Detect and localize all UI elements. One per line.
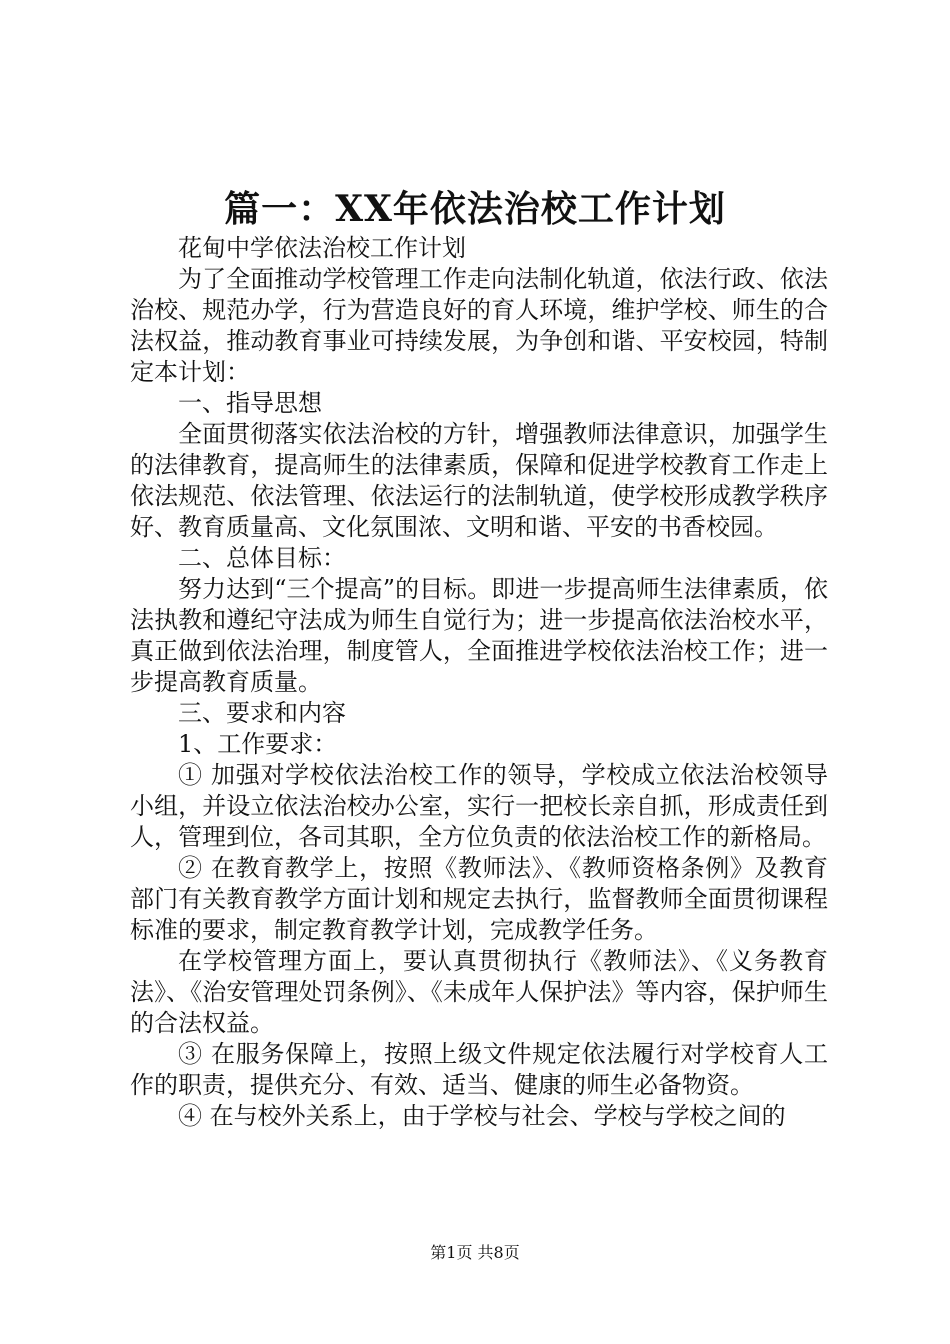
paragraph-requirement-2: ② 在教育教学上，按照《教师法》、《教师资格条例》及教育部门有关教育教学方面计划和规定去执行，监督教师全面贯彻课程标准的要求，制定教育教学计划，完成教学任务。 — [130, 854, 828, 944]
paragraph-section-1-heading: 一、指导思想 — [178, 389, 322, 417]
document-body — [130, 233, 828, 1132]
paragraph-section-3-heading: 三、要求和内容 — [178, 699, 346, 727]
paragraph-intro: 为了全面推动学校管理工作走向法制化轨道，依法行政、依法治校、规范办学，行为营造良好的育人环境，维护学校、师生的合法权益，推动教育事业可持续发展，为争创和谐、平安校园，特制定本计划： — [130, 265, 828, 386]
paragraph-section-2-heading: 二、总体目标： — [178, 544, 346, 572]
paragraph-requirement-4: ④ 在与校外关系上，由于学校与社会、学校与学校之间的 — [178, 1102, 786, 1130]
paragraph-school-management: 在学校管理方面上，要认真贯彻执行《教师法》、《义务教育法》、《治安管理处罚条例》、《未成年人保护法》等内容，保护师生的合法权益。 — [130, 947, 828, 1037]
paragraph-work-requirements-heading: 1、工作要求： — [178, 730, 338, 758]
paragraph-school-plan-heading: 花甸中学依法治校工作计划 — [178, 234, 466, 262]
paragraph-requirement-1: ① 加强对学校依法治校工作的领导，学校成立依法治校领导小组，并设立依法治校办公室，实行一把校长亲自抓，形成责任到人，管理到位，各司其职，全方位负责的依法治校工作的新格局。 — [130, 761, 828, 851]
page-footer: 第1页 共8页 — [430, 1243, 520, 1262]
paragraph-guiding-ideology: 全面贯彻落实依法治校的方针，增强教师法律意识，加强学生的法律教育，提高师生的法律素质，保障和促进学校教育工作走上依法规范、依法管理、依法运行的法制轨道，使学校形成教学秩序好、教育质量高、文化氛围浓、文明和谐、平安的书香校园。 — [130, 420, 828, 541]
paragraph-requirement-3: ③ 在服务保障上，按照上级文件规定依法履行对学校育人工作的职责，提供充分、有效、适当、健康的师生必备物资。 — [130, 1040, 828, 1099]
document-title: 篇一：XX年依法治校工作计划 — [224, 188, 726, 230]
paragraph-overall-goals: 努力达到“三个提高”的目标。即进一步提高师生法律素质，依法执教和遵纪守法成为师生自觉行为；进一步提高依法治校水平，真正做到依法治理，制度管人，全面推进学校依法治校工作；进一步提高教育质量。 — [130, 575, 828, 696]
